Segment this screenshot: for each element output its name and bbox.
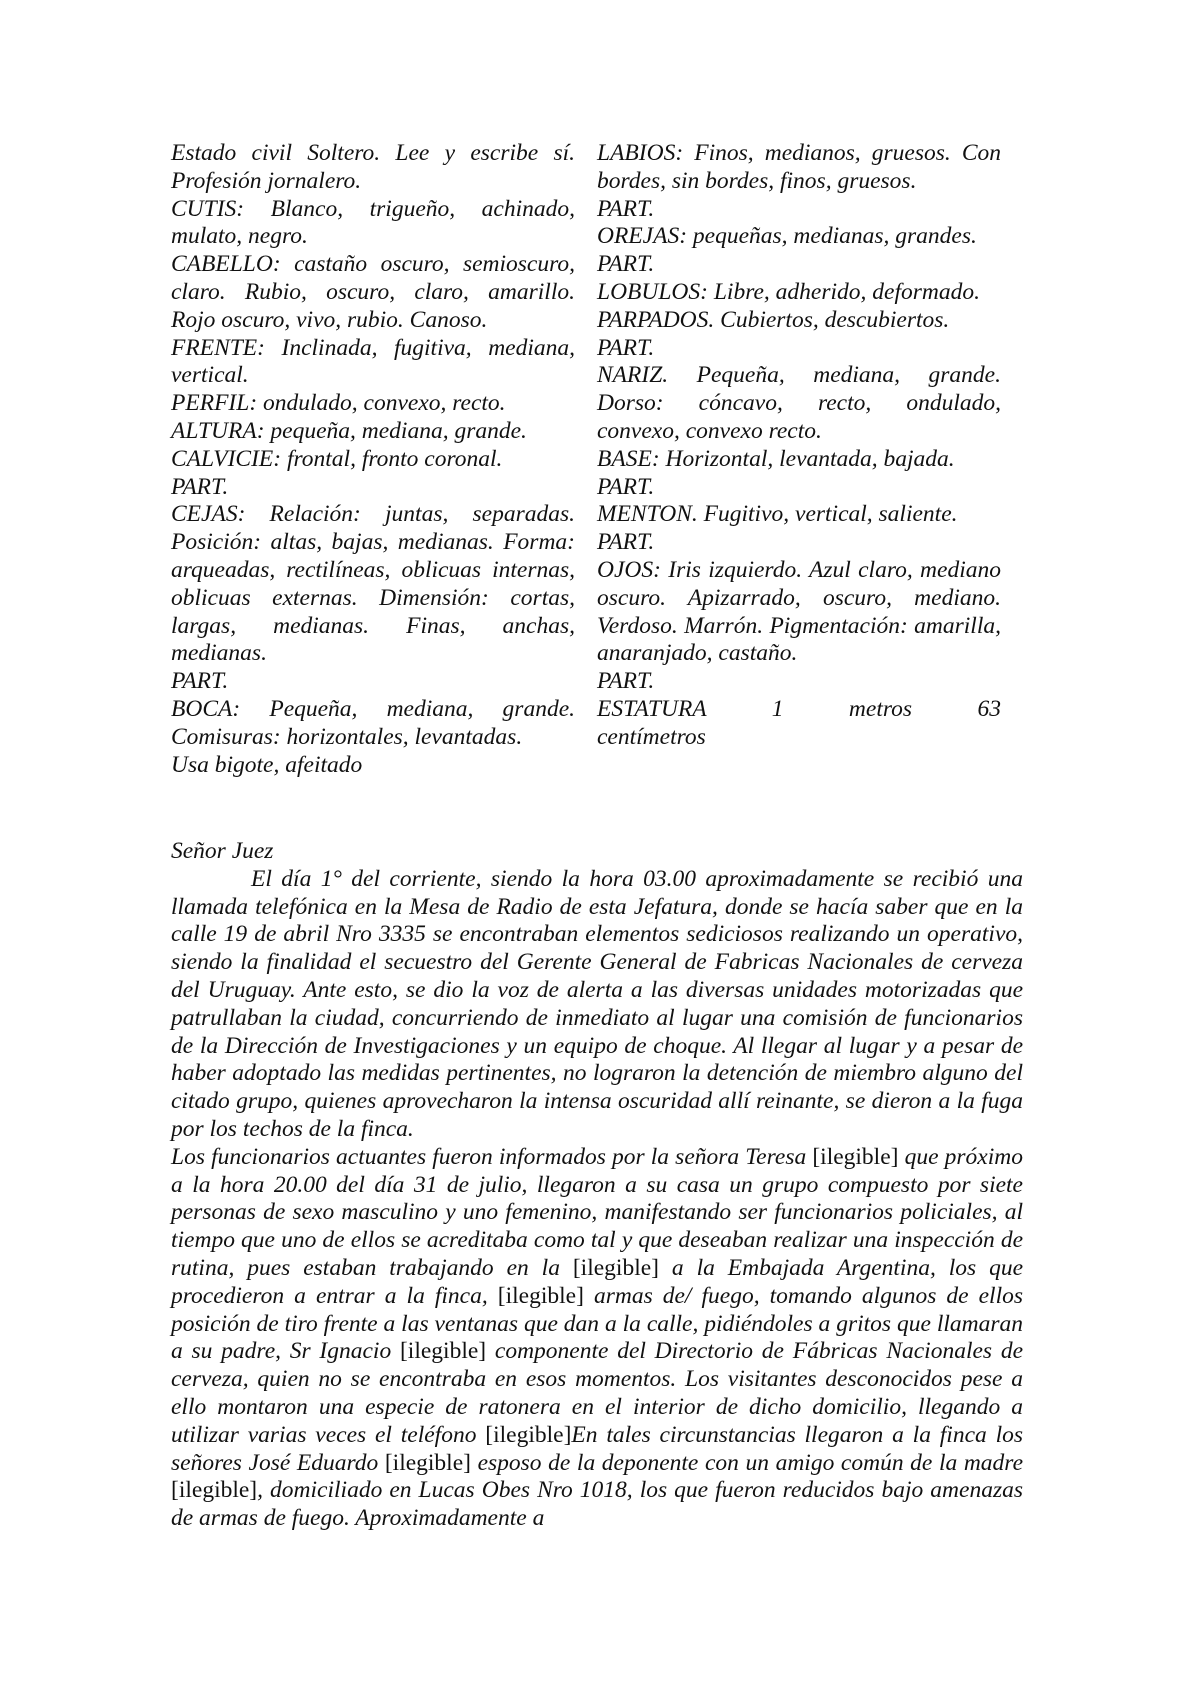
illegible-marker: [ilegible] xyxy=(497,1282,584,1309)
text-line: Verdoso. Marrón. Pigmentación: amarilla, xyxy=(597,612,1001,639)
letter-greeting: Señor Juez xyxy=(171,838,274,864)
text-line: Profesión jornalero. xyxy=(171,167,362,194)
text-line: Estado civil Soltero. Lee y escribe sí. xyxy=(171,140,575,166)
text-line: FRENTE: Inclinada, fugitiva, mediana, xyxy=(171,334,575,361)
text-line: CEJAS: Relación: juntas, separadas. xyxy=(171,501,575,528)
text-line: convexo, convexo recto. xyxy=(597,417,822,444)
text-line: CABELLO: castaño oscuro, semioscuro, xyxy=(171,251,575,278)
text-line: CUTIS: Blanco, trigueño, achinado, xyxy=(171,195,575,222)
text-line: claro. Rubio, oscuro, claro, amarillo. xyxy=(171,278,575,305)
text-line: PART. xyxy=(171,473,229,500)
left-description-column xyxy=(171,140,575,779)
text-line: medianas. xyxy=(171,640,267,667)
text-run: armas de/ fuego, tomando algunos de ellos posición de tiro frente a las ventanas que dan a la calle, pidiéndoles a gritos que llamaran a su padre, Sr Ignacio xyxy=(171,1282,1023,1365)
text-line: CALVICIE: frontal, fronto coronal. xyxy=(171,445,503,472)
text-line: PART. xyxy=(597,195,655,222)
text-line: BASE: Horizontal, levantada, bajada. xyxy=(597,445,955,472)
illegible-marker: [ilegible] xyxy=(485,1421,572,1448)
text-line: centímetros xyxy=(597,723,706,750)
text-line: largas, medianas. Finas, anchas, xyxy=(171,612,575,639)
illegible-marker: [ilegible] xyxy=(399,1338,487,1365)
text-run: , domiciliado en Lucas Obes Nro 1018, los que fueron reducidos bajo amenazas de armas de fuego. Aproximadamente a xyxy=(171,1477,1023,1532)
text-line: PART. xyxy=(597,473,655,500)
text-line: PART. xyxy=(597,334,655,361)
text-line: PART. xyxy=(597,529,655,556)
illegible-marker: [ilegible] xyxy=(572,1254,659,1281)
text-line: Rojo oscuro, vivo, rubio. Canoso. xyxy=(171,306,488,333)
text-line: PART. xyxy=(171,668,229,695)
letter-body xyxy=(171,838,1023,1533)
text-line: oscuro. Apizarrado, oscuro, mediano. xyxy=(597,584,1001,611)
text-line: Posición: altas, bajas, medianas. Forma: xyxy=(171,529,575,556)
text-run: En tales circunstancias llegaron a la finca los señores José Eduardo xyxy=(171,1421,1023,1476)
text-run: componente del Directorio de Fábricas Nacionales de cerveza, quien no se encontraba en esos momentos. Los visitantes desconocidos pese a ello montaron una especie de ratonera en el interior de dicho domicilio, llegando a utilizar varias veces el teléfono xyxy=(171,1338,1024,1448)
text-line: OREJAS: pequeñas, medianas, grandes. xyxy=(597,223,977,250)
text-run: a la Embajada Argentina, los que procedieron a entrar a la finca, xyxy=(171,1254,1023,1309)
text-line: OJOS: Iris izquierdo. Azul claro, mediano xyxy=(597,556,1001,583)
text-run: que próximo a la hora 20.00 del día 31 de julio, llegaron a su casa un grupo compuesto por siete personas de sexo masculino y uno femenino, manifestando ser funcionarios policiales, al tiempo que uno de ellos se acreditaba como tal y que deseaban realizar una inspección de rutina, pues estaban trabajando en la xyxy=(171,1143,1023,1281)
text-line: arqueadas, rectilíneas, oblicuas internas, xyxy=(171,556,575,583)
illegible-marker: [ilegible] xyxy=(171,1477,258,1504)
text-line: BOCA: Pequeña, mediana, grande. xyxy=(171,695,575,722)
text-line: ALTURA: pequeña, mediana, grande. xyxy=(171,417,527,444)
text-run: Los funcionarios actuantes fueron informados por la señora Teresa xyxy=(171,1143,813,1170)
text-line: Comisuras: horizontales, levantadas. xyxy=(171,723,523,750)
text-line: LABIOS: Finos, medianos, gruesos. Con xyxy=(597,140,1001,166)
letter-paragraph-2 xyxy=(171,1144,1023,1533)
text-line: PARPADOS. Cubiertos, descubiertos. xyxy=(597,306,950,333)
text-line: PART. xyxy=(597,251,655,278)
text-run: esposo de la deponente con un amigo común de la madre xyxy=(470,1449,1023,1476)
text-line: ESTATURA 1 metros 63 xyxy=(597,695,1001,722)
text-line: Dorso: cóncavo, recto, ondulado, xyxy=(597,390,1001,417)
text-line: NARIZ. Pequeña, mediana, grande. xyxy=(597,362,1001,389)
text-line: mulato, negro. xyxy=(171,223,308,250)
text-line: vertical. xyxy=(171,362,249,389)
text-line: PART. xyxy=(597,668,655,695)
illegible-marker: [ilegible] xyxy=(812,1143,899,1170)
illegible-marker: [ilegible] xyxy=(384,1449,471,1476)
text-line: LOBULOS: Libre, adherido, deformado. xyxy=(597,278,980,305)
text-line: Usa bigote, afeitado xyxy=(171,751,363,778)
text-line: bordes, sin bordes, finos, gruesos. xyxy=(597,167,917,194)
text-line: oblicuas externas. Dimensión: cortas, xyxy=(171,584,575,611)
text-line: PERFIL: ondulado, convexo, recto. xyxy=(171,390,506,417)
letter-paragraph-1: El día 1° del corriente, siendo la hora 03.00 aproximadamente se recibió una llamada telefónica en la Mesa de Radio de esta Jefatura, donde se hacía saber que en la calle 19 de abril Nro 3335 se encontraban elementos sediciosos realizando un operativo, siendo la finalidad el secuestro del Gerente General de Fabricas Nacionales de cerveza del Uruguay. Ante esto, se dio la voz de alerta a las diversas unidades motorizadas que patrullaban la ciudad, concurriendo de inmediato al lugar una comisión de funcionarios de la Dirección de Investigaciones y un equipo de choque. Al llegar al lugar y a pesar de haber adoptado las medidas pertinentes, no lograron la detención de miembro alguno del citado grupo, quienes aprovecharon la intensa oscuridad allí reinante, se dieron a la fuga por los techos de la finca. xyxy=(171,865,1023,1142)
text-line: anaranjado, castaño. xyxy=(597,640,798,667)
text-line: MENTON. Fugitivo, vertical, saliente. xyxy=(597,501,958,528)
right-description-column xyxy=(597,140,1001,752)
